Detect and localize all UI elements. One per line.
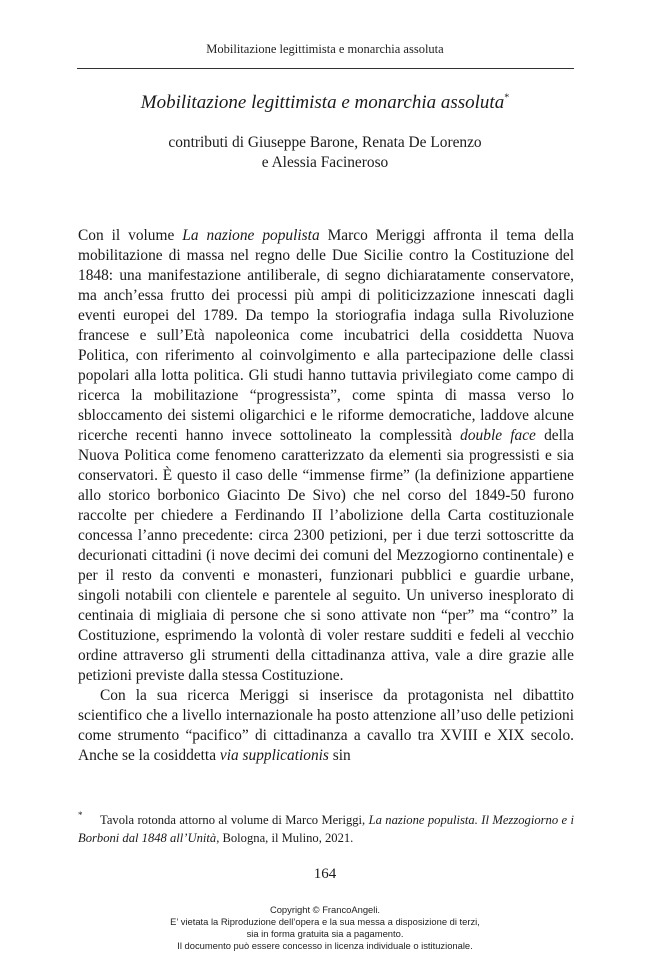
italic-text: La nazione populista	[182, 227, 320, 244]
article-title-text: Mobilitazione legittimista e monarchia assoluta	[140, 92, 505, 113]
paragraph-text: sin	[328, 747, 351, 764]
copyright-notice	[0, 904, 650, 952]
footnote	[78, 811, 574, 847]
footnote-mark: *	[78, 810, 83, 820]
authors-line: e Alessia Facineroso	[261, 154, 389, 171]
page-number: 164	[313, 866, 337, 882]
copyright-line: Copyright © FrancoAngeli.	[269, 904, 381, 915]
paragraph-text: Marco Meriggi affronta il tema della mobilitazione di massa nel regno delle Due Sicilie contro la Costituzione del 1848: una manifestazione antiliberale, di segno dichiaratamente conservatore, ma anch’essa frutto dei processi più ampi di politicizzazione innescati dagli eventi europei del 1789. Da tempo la storiografia indaga sulla Rivoluzione francese e sull’Età napoleonica come incubatrici della cosiddetta Nuova Politica, con riferimento al coinvolgimento e alla partecipazione delle classi popolari alla lotta politica. Gli studi hanno tuttavia privilegiato come campo di ricerca la mobilitazione “progressista”, come spinta di massa verso lo sbloccamento dei sistemi oligarchici e le riforme democratiche, laddove alcune ricerche recenti hanno invece sottolineato la complessità	[78, 227, 575, 444]
copyright-line: Il documento può essere concesso in licenza individuale o istituzionale.	[177, 940, 473, 951]
article-title	[0, 92, 650, 114]
running-head: Mobilitazione legittimista e monarchia assoluta	[206, 42, 444, 56]
body-text	[78, 226, 574, 766]
header-rule	[77, 68, 574, 69]
authors-line: contributi di Giuseppe Barone, Renata De Lorenzo	[168, 134, 482, 151]
footnote-text	[78, 811, 574, 847]
copyright-line: sia in forma gratuita sia a pagamento.	[246, 928, 404, 939]
paragraph-text: della Nuova Politica come fenomeno caratterizzato da elementi sia progressisti e sia conservatori. È questo il caso delle “immense firme” (la definizione appartiene allo storico borbonico Giacinto De Sivo) che nel corso del 1849-50 furono raccolte per chiedere a Ferdinando II l’abolizione della Carta costituzionale concessa l’anno precedente: circa 2300 petizioni, per i due terzi sottoscritte da decurionati cittadini (i nove decimi dei comuni del Mezzogiorno continentale) e per il resto da conventi e monasteri, funzionari pubblici e guardie urbane, singoli notabili con clientele e parentele al seguito. Un universo inesplorato di centinaia di migliaia di persone che si sono attivate non “per” ma “contro” la Costituzione, esprimendo la volontà di voler restare sudditi e fedeli al vecchio ordine attraverso gli strumenti della cittadinanza attiva, vale a dire grazie alle petizioni previste dalla stessa Costituzione.	[78, 427, 574, 684]
body-paragraph	[78, 226, 574, 686]
title-footnote-mark: *	[504, 92, 510, 104]
body-paragraph	[78, 686, 574, 766]
paragraph-text: Con la sua ricerca Meriggi si inserisce da protagonista nel dibattito scientifico che a livello internazionale ha posto attenzione all’uso delle petizioni come strumento “pacifico” di cittadinanza a cavallo tra XVIII e XIX secolo. Anche se la cosiddetta	[78, 687, 574, 764]
italic-text: via supplicationis	[219, 747, 329, 764]
footnote-italic-text: La nazione populista. Il Mezzogiorno e i Borboni dal 1848 all’Unità	[78, 813, 574, 845]
footnote-plain-text: , Bologna, il Mulino, 2021.	[216, 831, 354, 845]
paragraph-text: Con il volume	[78, 227, 183, 244]
copyright-line: E’ vietata la Riproduzione dell’opera e la sua messa a disposizione di terzi,	[170, 916, 480, 927]
footnote-plain-text: Tavola rotonda attorno al volume di Marco Meriggi,	[100, 813, 369, 827]
authors-block	[0, 133, 650, 173]
italic-text: double face	[460, 427, 536, 444]
